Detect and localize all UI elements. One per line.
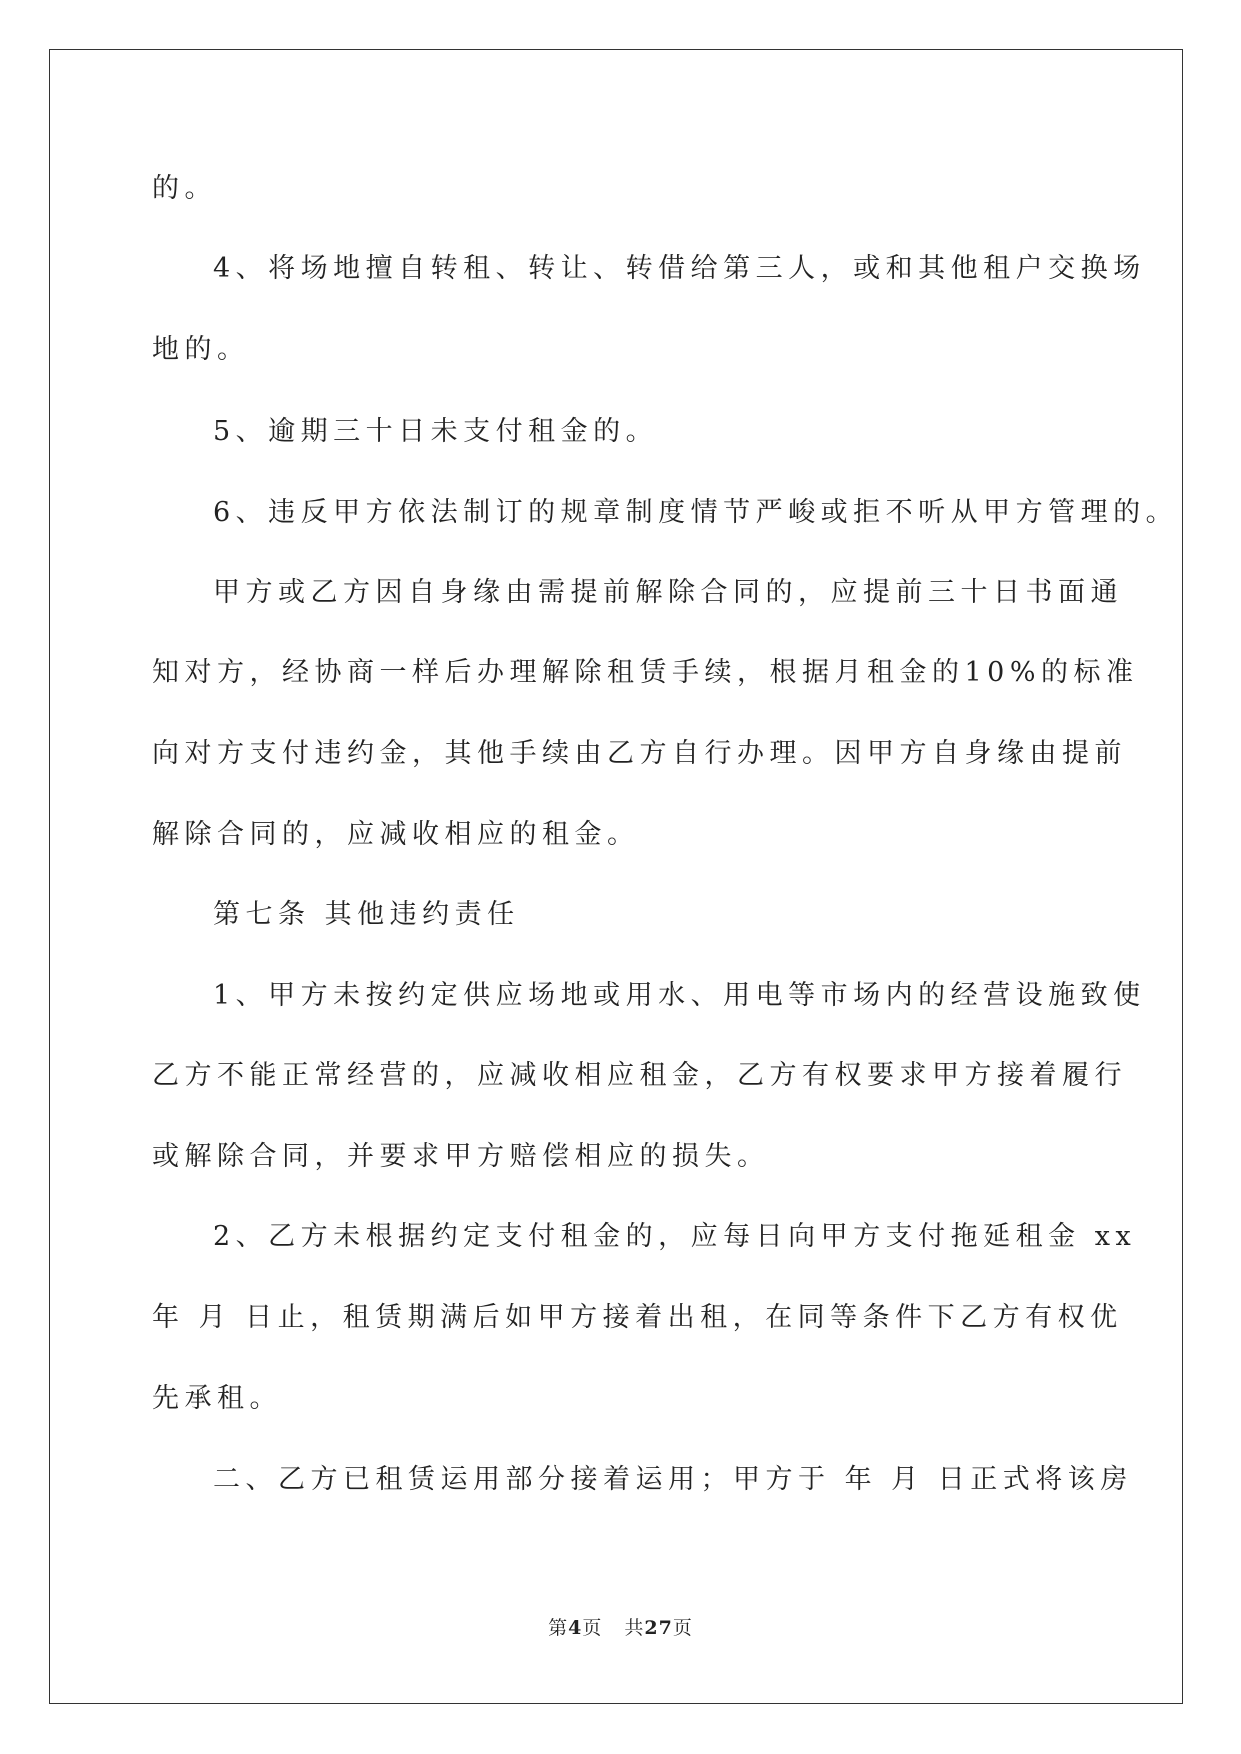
text-line-17: 二、乙方已租赁运用部分接着运用；甲方于 年 月 日正式将该房 [213,1464,1133,1495]
footer-current-page: 4 [568,1617,583,1639]
footer-total-pages: 27 [644,1617,673,1639]
footer-prefix: 第 [548,1617,569,1639]
text-line-12: 乙方不能正常经营的，应减收相应租金，乙方有权要求甲方接着履行 [152,1060,1127,1091]
text-line-3: 地的。 [152,334,250,365]
text-line-13: 或解除合同，并要求甲方赔偿相应的损失。 [152,1141,770,1172]
text-line-11: 1、甲方未按约定供应场地或用水、用电等市场内的经营设施致使 [213,980,1146,1011]
text-line-1: 的。 [152,173,217,204]
text-line-16: 先承租。 [152,1383,282,1414]
text-line-7: 知对方，经协商一样后办理解除租赁手续，根据月租金的10%的标准 [152,657,1139,688]
text-line-4: 5、逾期三十日未支付租金的。 [213,416,659,447]
text-line-5: 6、违反甲方依法制订的规章制度情节严峻或拒不听从甲方管理的。 [213,497,1179,528]
page-border [49,49,1183,1704]
text-line-15: 年 月 日止，租赁期满后如甲方接着出租，在同等条件下乙方有权优 [152,1302,1123,1333]
section-heading: 第七条 其他违约责任 [213,899,520,930]
footer-total-prefix: 共 [624,1617,645,1639]
text-line-9: 解除合同的，应减收相应的租金。 [152,819,640,850]
text-line-14: 2、乙方未根据约定支付租金的，应每日向甲方支付拖延租金 xx [213,1221,1137,1252]
text-line-2: 4、将场地擅自转租、转让、转借给第三人，或和其他租户交换场 [213,253,1146,284]
text-line-6: 甲方或乙方因自身缘由需提前解除合同的，应提前三十日书面通 [213,577,1123,608]
page-footer [0,1613,1241,1640]
footer-page-word: 页 [582,1617,603,1639]
footer-total-suffix: 页 [672,1617,693,1639]
text-line-8: 向对方支付违约金，其他手续由乙方自行办理。因甲方自身缘由提前 [152,738,1127,769]
